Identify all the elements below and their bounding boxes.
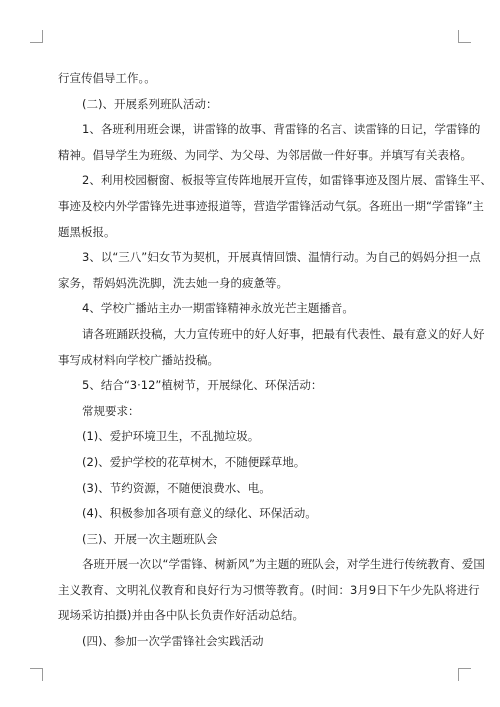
text-line: 5、结合“3·12”植树节，开展绿化、环保活动：	[82, 378, 323, 393]
text-line: 3、以“三八”妇女节为契机，开展真情回馈、温情行动。为自己的妈妈分担一点	[82, 250, 481, 265]
crop-mark-top-right	[458, 30, 471, 43]
section-heading: (三)、开展一次主题班队会	[82, 531, 218, 546]
crop-mark-top-left	[30, 30, 43, 43]
text-line: 事迹及校内外学雷锋先进事迹报道等，营造学雷锋活动气氛。各班出一期“学雷锋”主	[58, 198, 484, 213]
list-item: (3)、节约资源，不随便浪费水、电。	[82, 480, 271, 495]
list-item: (2)、爱护学校的花草树木，不随便踩草地。	[82, 454, 306, 469]
text-line: 现场采访拍摄)并由各中队长负责作好活动总结。	[58, 608, 304, 623]
text-line: 2、利用校园橱窗、板报等宣传阵地展开宣传，如雷锋事迹及图片展、雷锋生平、	[82, 173, 492, 188]
text-line: 事写成材料向学校广播站投稿。	[58, 352, 219, 367]
section-heading: (二)、开展系列班队活动：	[82, 96, 218, 111]
list-item: (4)、积极参加各项有意义的绿化、环保活动。	[82, 506, 317, 521]
list-item: (1)、爱护环境卫生，不乱抛垃圾。	[82, 429, 260, 444]
crop-mark-bottom-left	[30, 668, 43, 681]
text-line: 请各班踊跃投稿，大力宣传班中的好人好事，把最有代表性、最有意义的好人好	[82, 326, 485, 341]
text-line: 1、各班利用班会课，讲雷锋的故事、背雷锋的名言、读雷锋的日记，学雷锋的	[82, 122, 481, 137]
document-body	[58, 66, 492, 655]
text-line: 常规要求：	[82, 403, 140, 418]
text-line: 各班开展一次以“学雷锋、树新风”为主题的班队会，对学生进行传统教育、爱国	[82, 557, 485, 572]
text-line: 精神。倡导学生为班级、为同学、为父母、为邻居做一件好事。并填写有关表格。	[58, 147, 472, 162]
text-line: 家务，帮妈妈洗洗脚，洗去她一身的疲惫等。	[58, 275, 288, 290]
text-line: 行宣传倡导工作。。	[58, 71, 156, 85]
text-line: 4、学校广播站主办一期雷锋精神永放光芒主题播音。	[82, 301, 354, 316]
section-heading: (四)、参加一次学雷锋社会实践活动	[82, 634, 264, 649]
crop-mark-bottom-right	[458, 668, 471, 681]
text-line: 题黑板报。	[58, 224, 116, 239]
text-line: 主义教育、文明礼仪教育和良好行为习惯等教育。(时间：3月9日下午少先队将进行	[58, 582, 480, 597]
